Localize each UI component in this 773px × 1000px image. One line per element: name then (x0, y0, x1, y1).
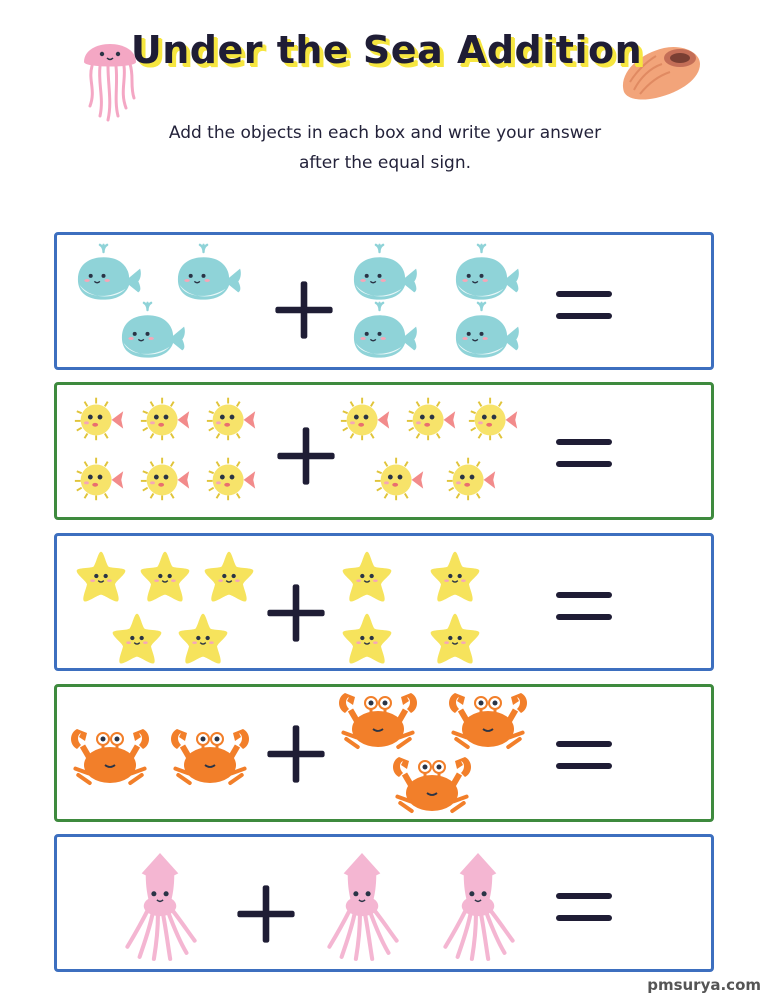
starfish-icon (339, 548, 395, 604)
problem-box-squid (54, 834, 714, 972)
pufferfish-icon (137, 453, 195, 503)
pufferfish-icon (203, 453, 261, 503)
whale-icon (115, 301, 191, 365)
starfish-icon (137, 548, 193, 604)
starfish-icon (73, 548, 129, 604)
pufferfish-icon (443, 453, 501, 503)
pufferfish-icon (465, 393, 523, 443)
equals-sign (553, 285, 615, 325)
problem-box-starfish (54, 533, 714, 671)
pufferfish-icon (137, 393, 195, 443)
crab-icon (65, 723, 155, 793)
starfish-icon (427, 548, 483, 604)
crab-icon (387, 751, 477, 821)
squid-icon (321, 851, 403, 963)
whale-icon (71, 243, 147, 307)
plus-sign (263, 721, 329, 787)
starfish-icon (201, 548, 257, 604)
plus-sign (271, 277, 337, 343)
whale-icon (347, 301, 423, 365)
pufferfish-icon (403, 393, 461, 443)
plus-sign (273, 423, 339, 489)
starfish-icon (427, 610, 483, 666)
crab-icon (165, 723, 255, 793)
starfish-icon (175, 610, 231, 666)
plus-sign (233, 881, 299, 947)
equals-sign (553, 887, 615, 927)
squid-icon (119, 851, 201, 963)
equals-sign (553, 586, 615, 626)
pufferfish-icon (71, 453, 129, 503)
squid-icon (437, 851, 519, 963)
pufferfish-icon (371, 453, 429, 503)
equals-sign (553, 433, 615, 473)
pufferfish-icon (203, 393, 261, 443)
pufferfish-icon (71, 393, 129, 443)
whale-icon (449, 301, 525, 365)
starfish-icon (339, 610, 395, 666)
starfish-icon (109, 610, 165, 666)
instructions-text: Add the objects in each box and write your answer after the equal sign. (168, 123, 602, 173)
plus-sign (263, 580, 329, 646)
watermark: pmsurya.com (647, 976, 761, 994)
whale-icon (347, 243, 423, 307)
crab-icon (333, 687, 423, 757)
problem-box-whales (54, 232, 714, 370)
pufferfish-icon (337, 393, 395, 443)
problem-box-crabs (54, 684, 714, 822)
equals-sign (553, 735, 615, 775)
problem-box-pufferfish (54, 382, 714, 520)
page-title: Under the Sea Addition (130, 28, 643, 72)
whale-icon (449, 243, 525, 307)
whale-icon (171, 243, 247, 307)
crab-icon (443, 687, 533, 757)
